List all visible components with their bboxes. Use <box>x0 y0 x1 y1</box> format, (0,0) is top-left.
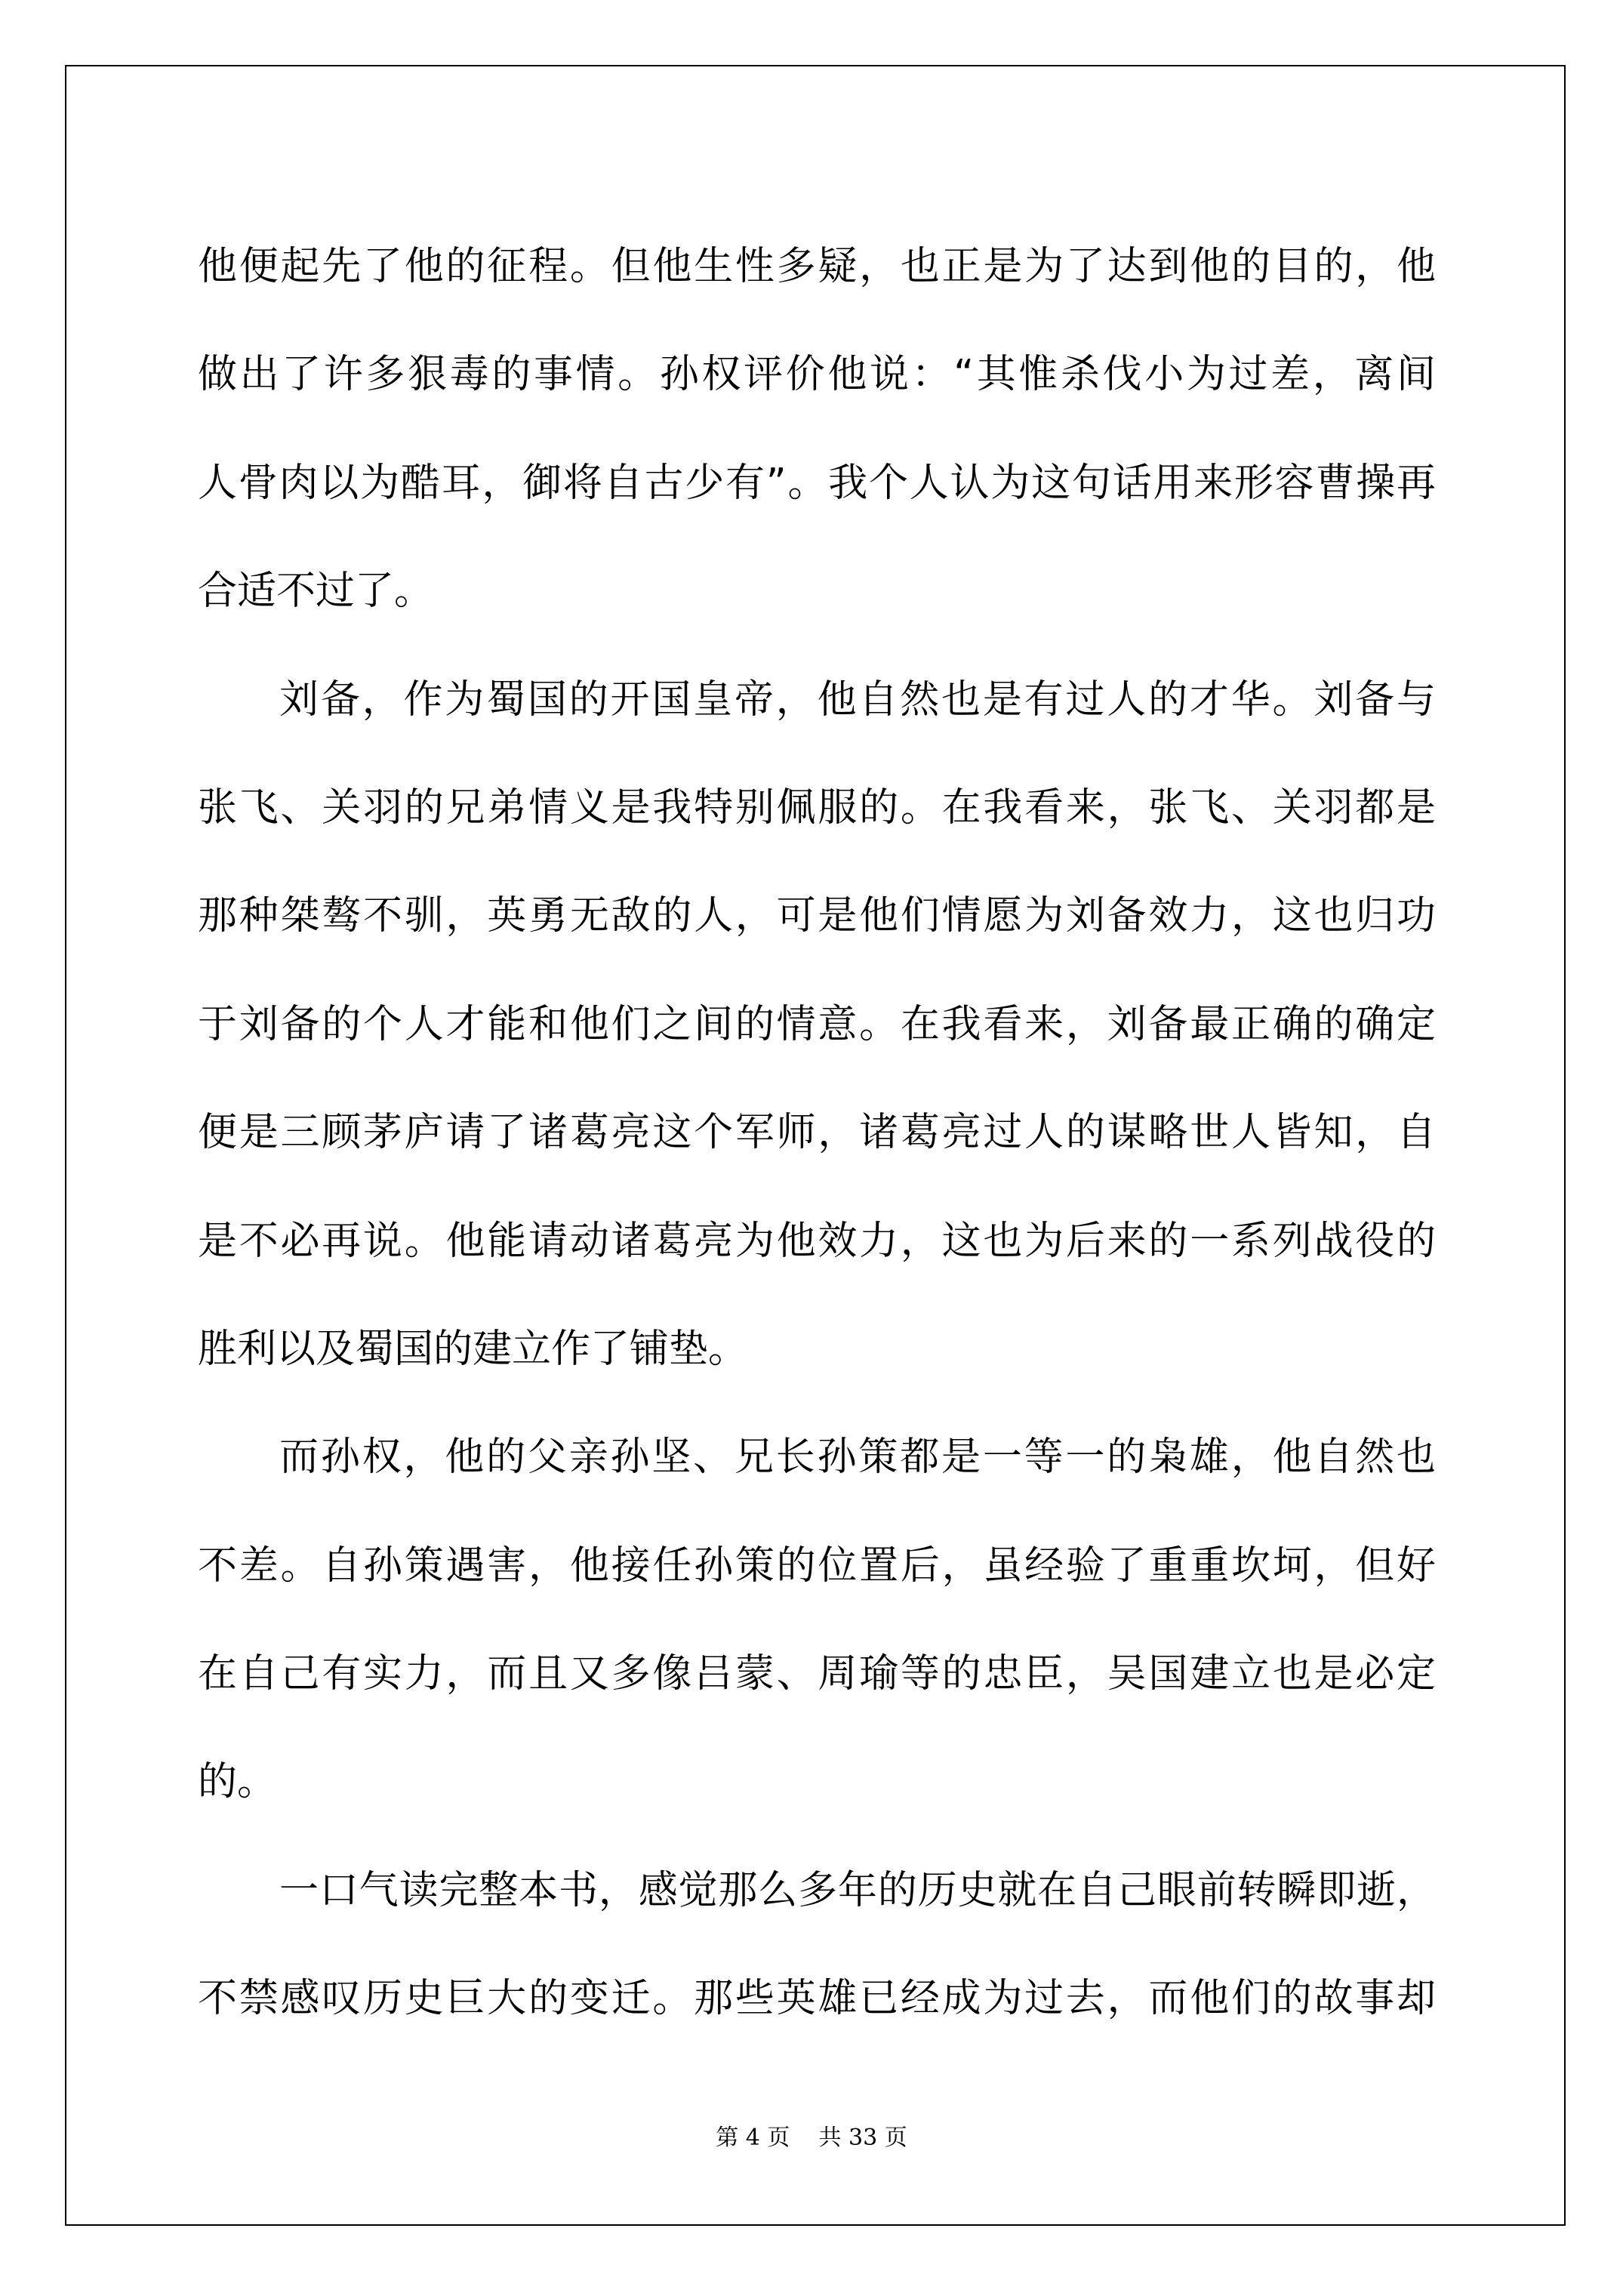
text-line: 合适不过了。 <box>198 569 434 615</box>
document-body <box>198 213 1436 2054</box>
text-line: 人骨肉以为酷耳，御将自古少有”。我个人认为这句话用来形容曹操再 <box>198 460 1436 506</box>
text-line: 在自己有实力，而且又多像吕蒙、周瑜等的忠臣，吴国建立也是必定 <box>198 1651 1436 1697</box>
text-line: 而孙权，他的父亲孙坚、兄长孙策都是一等一的枭雄，他自然也 <box>279 1435 1436 1481</box>
text-line: 刘备，作为蜀国的开国皇帝，他自然也是有过人的才华。刘备与 <box>279 676 1436 723</box>
text-line: 他便起先了他的征程。但他生性多疑，也正是为了达到他的目的，他 <box>198 244 1436 289</box>
text-line: 不差。自孙策遇害，他接任孙策的位置后，虽经验了重重坎坷，但好 <box>198 1542 1436 1589</box>
text-line: 一口气读完整本书，感觉那么多年的历史就在自己眼前转瞬即逝， <box>279 1867 1436 1913</box>
text-line: 于刘备的个人才能和他们之间的情意。在我看来，刘备最正确的确定 <box>198 1001 1436 1047</box>
text-line: 做出了许多狠毒的事情。孙权评价他说：“其惟杀伐小为过差，离间 <box>198 352 1436 398</box>
page-number-footer: 第 4 页 共 33 页 <box>716 2125 907 2151</box>
text-line: 便是三顾茅庐请了诸葛亮这个军师，诸葛亮过人的谋略世人皆知，自 <box>198 1110 1436 1156</box>
text-line: 是不必再说。他能请动诸葛亮为他效力，这也为后来的一系列战役的 <box>198 1218 1436 1264</box>
text-line: 胜利以及蜀国的建立作了铺垫。 <box>198 1326 748 1372</box>
text-line: 张飞、关羽的兄弟情义是我特别佩服的。在我看来，张飞、关羽都是 <box>198 784 1436 831</box>
text-line: 不禁感叹历史巨大的变迁。那些英雄已经成为过去，而他们的故事却 <box>198 1976 1436 2022</box>
text-line: 的。 <box>198 1759 277 1805</box>
text-line: 那种桀骜不驯，英勇无敌的人，可是他们情愿为刘备效力，这也归功 <box>198 893 1436 939</box>
